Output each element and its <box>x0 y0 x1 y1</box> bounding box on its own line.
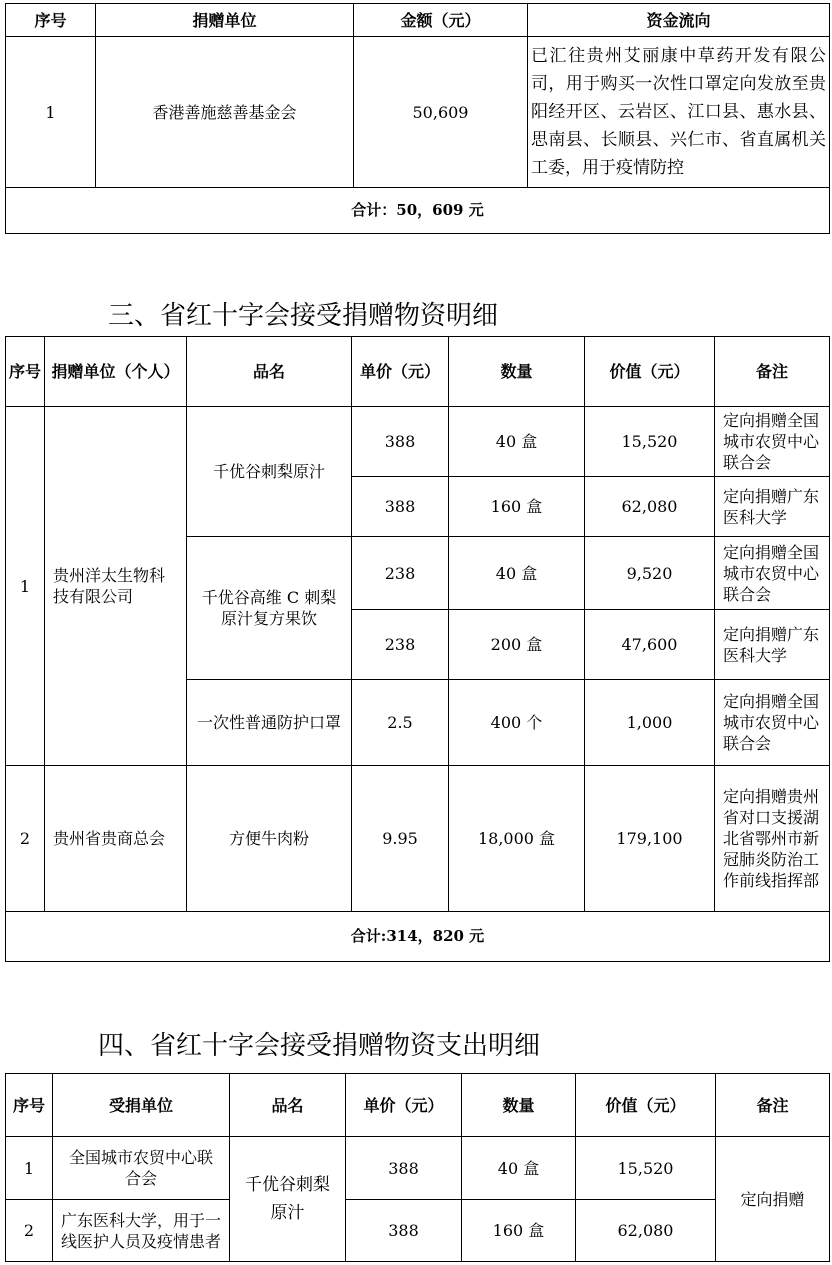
value: 9,520 <box>585 537 715 610</box>
value: 47,600 <box>585 610 715 680</box>
donor-name: 贵州洋太生物科技有限公司 <box>45 407 187 766</box>
recipient-name: 广东医科大学，用于一线医护人员及疫情患者 <box>53 1200 230 1262</box>
product-name: 千优谷刺梨原汁 <box>230 1137 346 1262</box>
remark: 定向捐赠全国城市农贸中心联合会 <box>715 407 830 477</box>
total-row <box>6 188 830 234</box>
received-goods-table <box>5 336 830 962</box>
product-name: 方便牛肉粉 <box>187 766 352 912</box>
col-header-qty: 数量 <box>449 337 585 407</box>
quantity: 200 盒 <box>449 610 585 680</box>
quantity: 40 盒 <box>449 407 585 477</box>
quantity: 160 盒 <box>449 477 585 537</box>
remark: 定向捐赠全国城市农贸中心联合会 <box>715 537 830 610</box>
cash-donation-table <box>5 3 830 234</box>
col-header-product: 品名 <box>187 337 352 407</box>
col-header-no: 序号 <box>6 337 45 407</box>
table-header-row <box>6 1074 830 1137</box>
disbursed-goods-table <box>5 1073 830 1262</box>
total-amount: 合计：50，609 元 <box>6 188 830 234</box>
quantity: 400 个 <box>449 680 585 766</box>
value: 15,520 <box>585 407 715 477</box>
unit-price: 388 <box>346 1137 462 1200</box>
col-header-recipient: 受捐单位 <box>53 1074 230 1137</box>
section-title: 四、省红十字会接受捐赠物资支出明细 <box>98 1031 541 1061</box>
col-header-value: 价值（元） <box>585 337 715 407</box>
donor-name: 香港善施慈善基金会 <box>96 37 354 188</box>
row-no: 1 <box>6 407 45 766</box>
quantity: 40 盒 <box>449 537 585 610</box>
col-header-donor: 捐赠单位 <box>96 4 354 37</box>
col-header-value: 价值（元） <box>576 1074 716 1137</box>
unit-price: 238 <box>352 610 449 680</box>
col-header-flow: 资金流向 <box>528 4 830 37</box>
col-header-donor: 捐赠单位（个人） <box>45 337 187 407</box>
remark: 定向捐赠 <box>716 1137 830 1262</box>
quantity: 18,000 盒 <box>449 766 585 912</box>
value: 179,100 <box>585 766 715 912</box>
row-no: 2 <box>6 1200 53 1262</box>
amount: 50,609 <box>354 37 528 188</box>
recipient-name: 全国城市农贸中心联合会 <box>53 1137 230 1200</box>
unit-price: 9.95 <box>352 766 449 912</box>
value: 62,080 <box>576 1200 716 1262</box>
unit-price: 2.5 <box>352 680 449 766</box>
value: 62,080 <box>585 477 715 537</box>
col-header-amount: 金额（元） <box>354 4 528 37</box>
col-header-note: 备注 <box>716 1074 830 1137</box>
col-header-qty: 数量 <box>462 1074 576 1137</box>
value: 1,000 <box>585 680 715 766</box>
col-header-price: 单价（元） <box>352 337 449 407</box>
quantity: 40 盒 <box>462 1137 576 1200</box>
total-row <box>6 912 830 962</box>
remark: 定向捐赠广东医科大学 <box>715 610 830 680</box>
table-row <box>6 407 830 477</box>
quantity: 160 盒 <box>462 1200 576 1262</box>
unit-price: 388 <box>352 477 449 537</box>
row-no: 1 <box>6 1137 53 1200</box>
remark: 定向捐赠贵州省对口支援湖北省鄂州市新冠肺炎防治工作前线指挥部 <box>715 766 830 912</box>
col-header-product: 品名 <box>230 1074 346 1137</box>
table-header-row <box>6 337 830 407</box>
row-no: 1 <box>6 37 96 188</box>
table-header-row <box>6 4 830 37</box>
value: 15,520 <box>576 1137 716 1200</box>
product-name: 千优谷刺梨原汁 <box>187 407 352 537</box>
col-header-price: 单价（元） <box>346 1074 462 1137</box>
table-row <box>6 1137 830 1200</box>
remark: 定向捐赠广东医科大学 <box>715 477 830 537</box>
section-title: 三、省红十字会接受捐赠物资明细 <box>108 301 499 331</box>
remark: 定向捐赠全国城市农贸中心联合会 <box>715 680 830 766</box>
donor-name: 贵州省贵商总会 <box>45 766 187 912</box>
total-amount: 合计:314，820 元 <box>6 912 830 962</box>
col-header-no: 序号 <box>6 4 96 37</box>
unit-price: 388 <box>352 407 449 477</box>
product-name: 一次性普通防护口罩 <box>187 680 352 766</box>
table-row <box>6 1200 830 1262</box>
table-row <box>6 37 830 188</box>
table-row <box>6 766 830 912</box>
row-no: 2 <box>6 766 45 912</box>
product-name: 千优谷高维 C 刺梨原汁复方果饮 <box>187 537 352 680</box>
col-header-no: 序号 <box>6 1074 53 1137</box>
fund-flow: 已汇往贵州艾丽康中草药开发有限公司，用于购买一次性口罩定向发放至贵阳经开区、云岩区、江口县、惠水县、思南县、长顺县、兴仁市、省直属机关工委，用于疫情防控 <box>528 37 830 188</box>
unit-price: 388 <box>346 1200 462 1262</box>
unit-price: 238 <box>352 537 449 610</box>
col-header-note: 备注 <box>715 337 830 407</box>
